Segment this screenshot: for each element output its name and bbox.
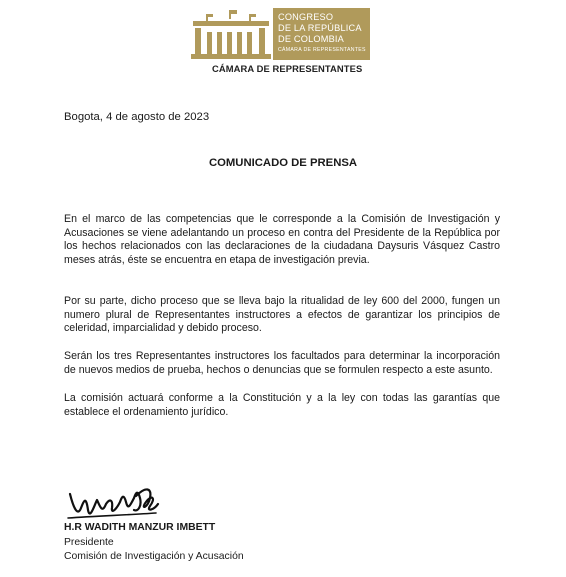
- capitol-building-icon: [189, 8, 273, 60]
- chamber-name: CÁMARA DE REPRESENTANTES: [212, 63, 363, 74]
- signatory-role: Presidente: [64, 537, 114, 548]
- paragraph-1: En el marco de las competencias que le corresponde a la Comisión de Investigación y Acusaciones se viene adelantando un proceso en contra del Presidente de la República por los hechos relacionados con las declaraciones de la ciudadana Daysuris Vásquez Castro meses atrás, éste se encuentra en etapa de investigación previa.: [64, 213, 500, 266]
- logo-plate: [273, 8, 370, 60]
- logo-line-2: DE LA REPÚBLICA: [278, 23, 362, 33]
- paragraph-3: Serán los tres Representantes instructores los facultados para determinar la incorporación de nuevos medios de prueba, hechos o denuncias que se formulen respecto a este asunto.: [64, 350, 500, 376]
- signatory-name: H.R WADITH MANZUR IMBETT: [64, 522, 216, 533]
- signatory-organization: Comisión de Investigación y Acusación: [64, 551, 244, 562]
- logo-line-1: CONGRESO: [278, 12, 334, 22]
- paragraph-2: Por su parte, dicho proceso que se lleva bajo la ritualidad de ley 600 del 2000, fungen un numero plural de Representantes instructores a efectos de garantizar los principios de celeridad, imparcialidad y debido proceso.: [64, 295, 500, 335]
- logo-line-4: CÁMARA DE REPRESENTANTES: [278, 47, 366, 53]
- congress-logo: [189, 8, 377, 74]
- paragraph-4: La comisión actuará conforme a la Constitución y a la ley con todas las garantías que establece el ordenamiento jurídico.: [64, 392, 500, 418]
- logo-line-3: DE COLOMBIA: [278, 34, 345, 44]
- document-title: COMUNICADO DE PRENSA: [208, 157, 358, 169]
- letter-date: Bogota, 4 de agosto de 2023: [64, 111, 210, 123]
- handwritten-signature: [66, 480, 166, 526]
